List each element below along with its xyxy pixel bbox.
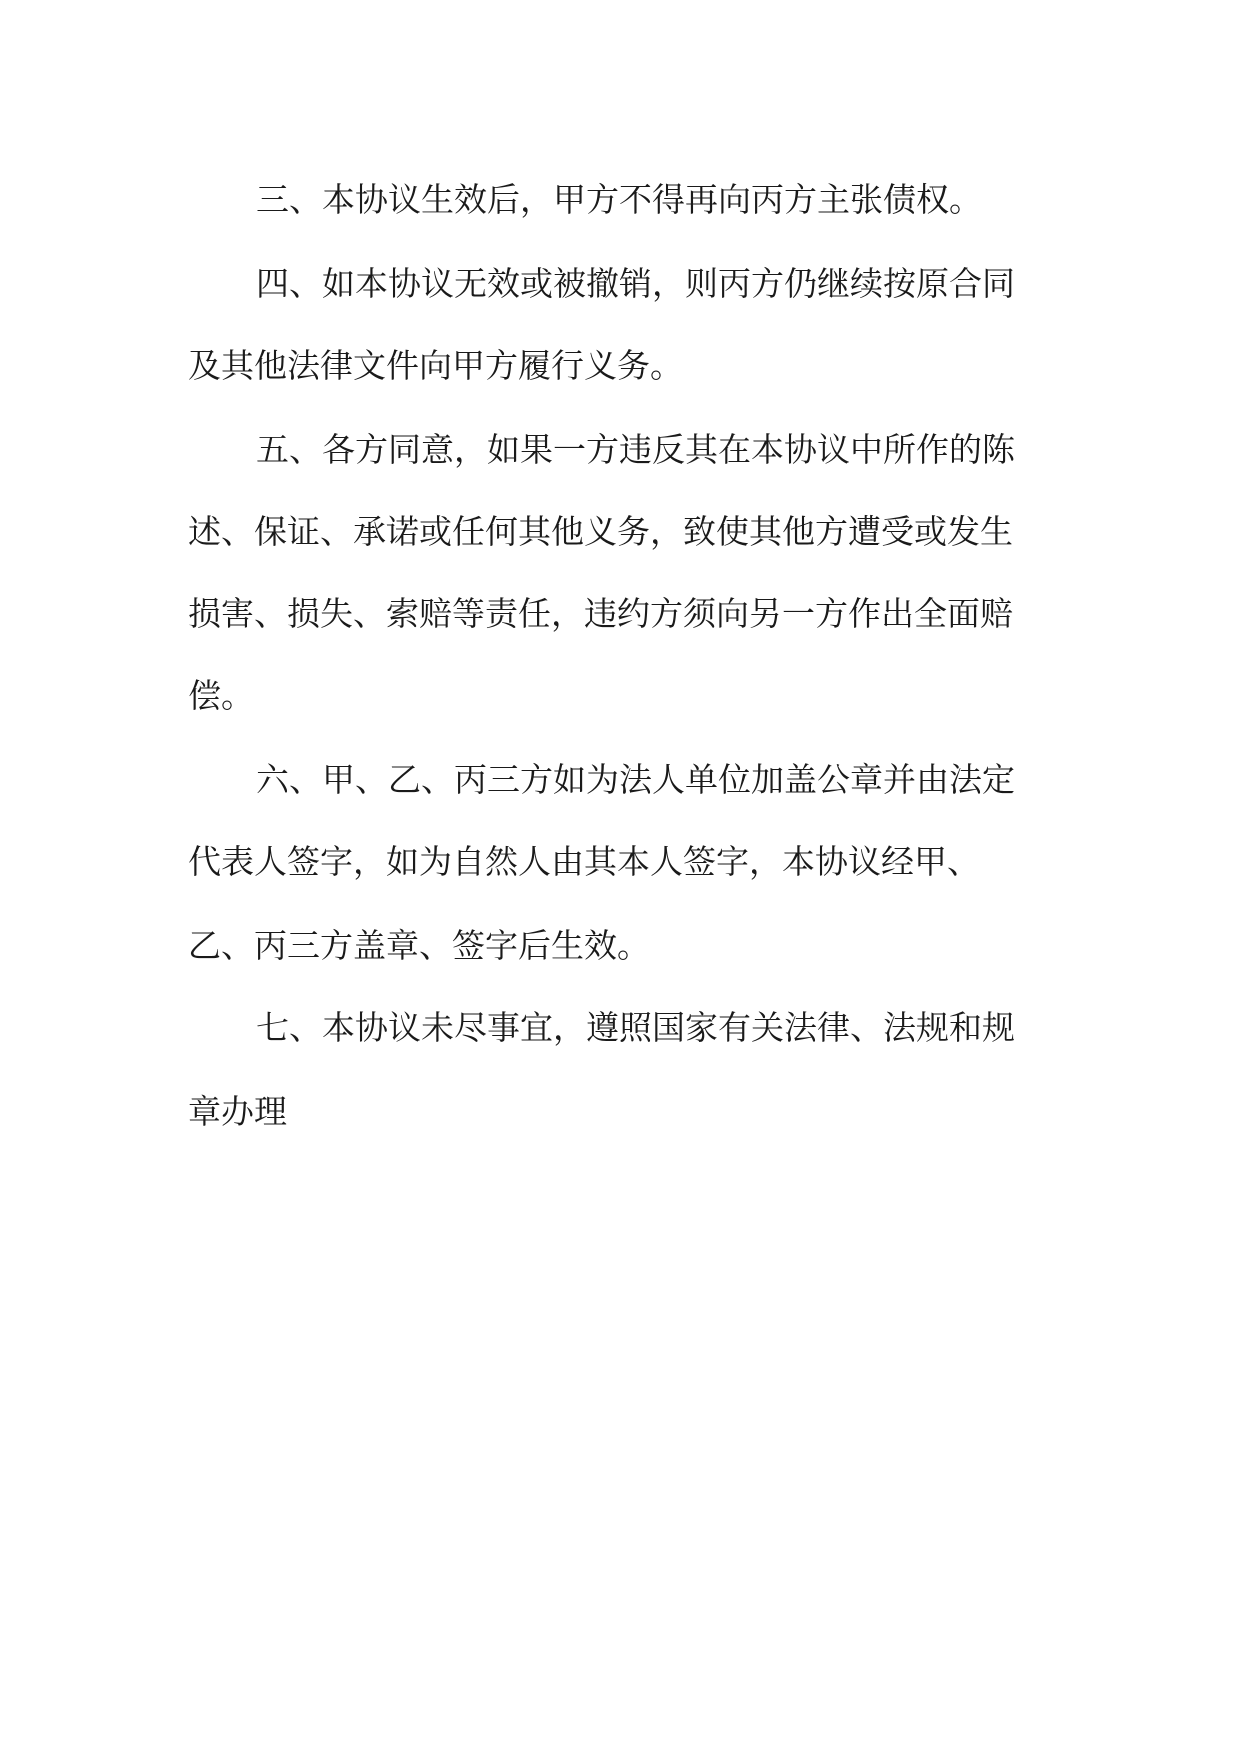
clause-6-line-2: 代表人签字，如为自然人由其本人签字，本协议经甲、 bbox=[188, 842, 980, 881]
clause-7-line-1: 七、本协议未尽事宜，遵照国家有关法律、法规和规 bbox=[256, 1008, 1015, 1047]
clause-5-line-2: 述、保证、承诺或任何其他义务，致使其他方遭受或发生 bbox=[188, 512, 1013, 551]
clause-6-line-1: 六、甲、乙、丙三方如为法人单位加盖公章并由法定 bbox=[256, 760, 1015, 799]
clause-6-line-3: 乙、丙三方盖章、签字后生效。 bbox=[188, 926, 650, 965]
clause-4-line-1: 四、如本协议无效或被撤销，则丙方仍继续按原合同 bbox=[256, 264, 1015, 303]
clause-4-line-2: 及其他法律文件向甲方履行义务。 bbox=[188, 346, 683, 385]
clause-5-line-4: 偿。 bbox=[188, 676, 254, 715]
clause-5-line-3: 损害、损失、索赔等责任，违约方须向另一方作出全面赔 bbox=[188, 594, 1013, 633]
clause-3-line-1: 三、本协议生效后，甲方不得再向丙方主张债权。 bbox=[256, 180, 982, 219]
clause-7-line-2: 章办理 bbox=[188, 1092, 287, 1131]
clause-5-line-1: 五、各方同意，如果一方违反其在本协议中所作的陈 bbox=[256, 430, 1015, 469]
